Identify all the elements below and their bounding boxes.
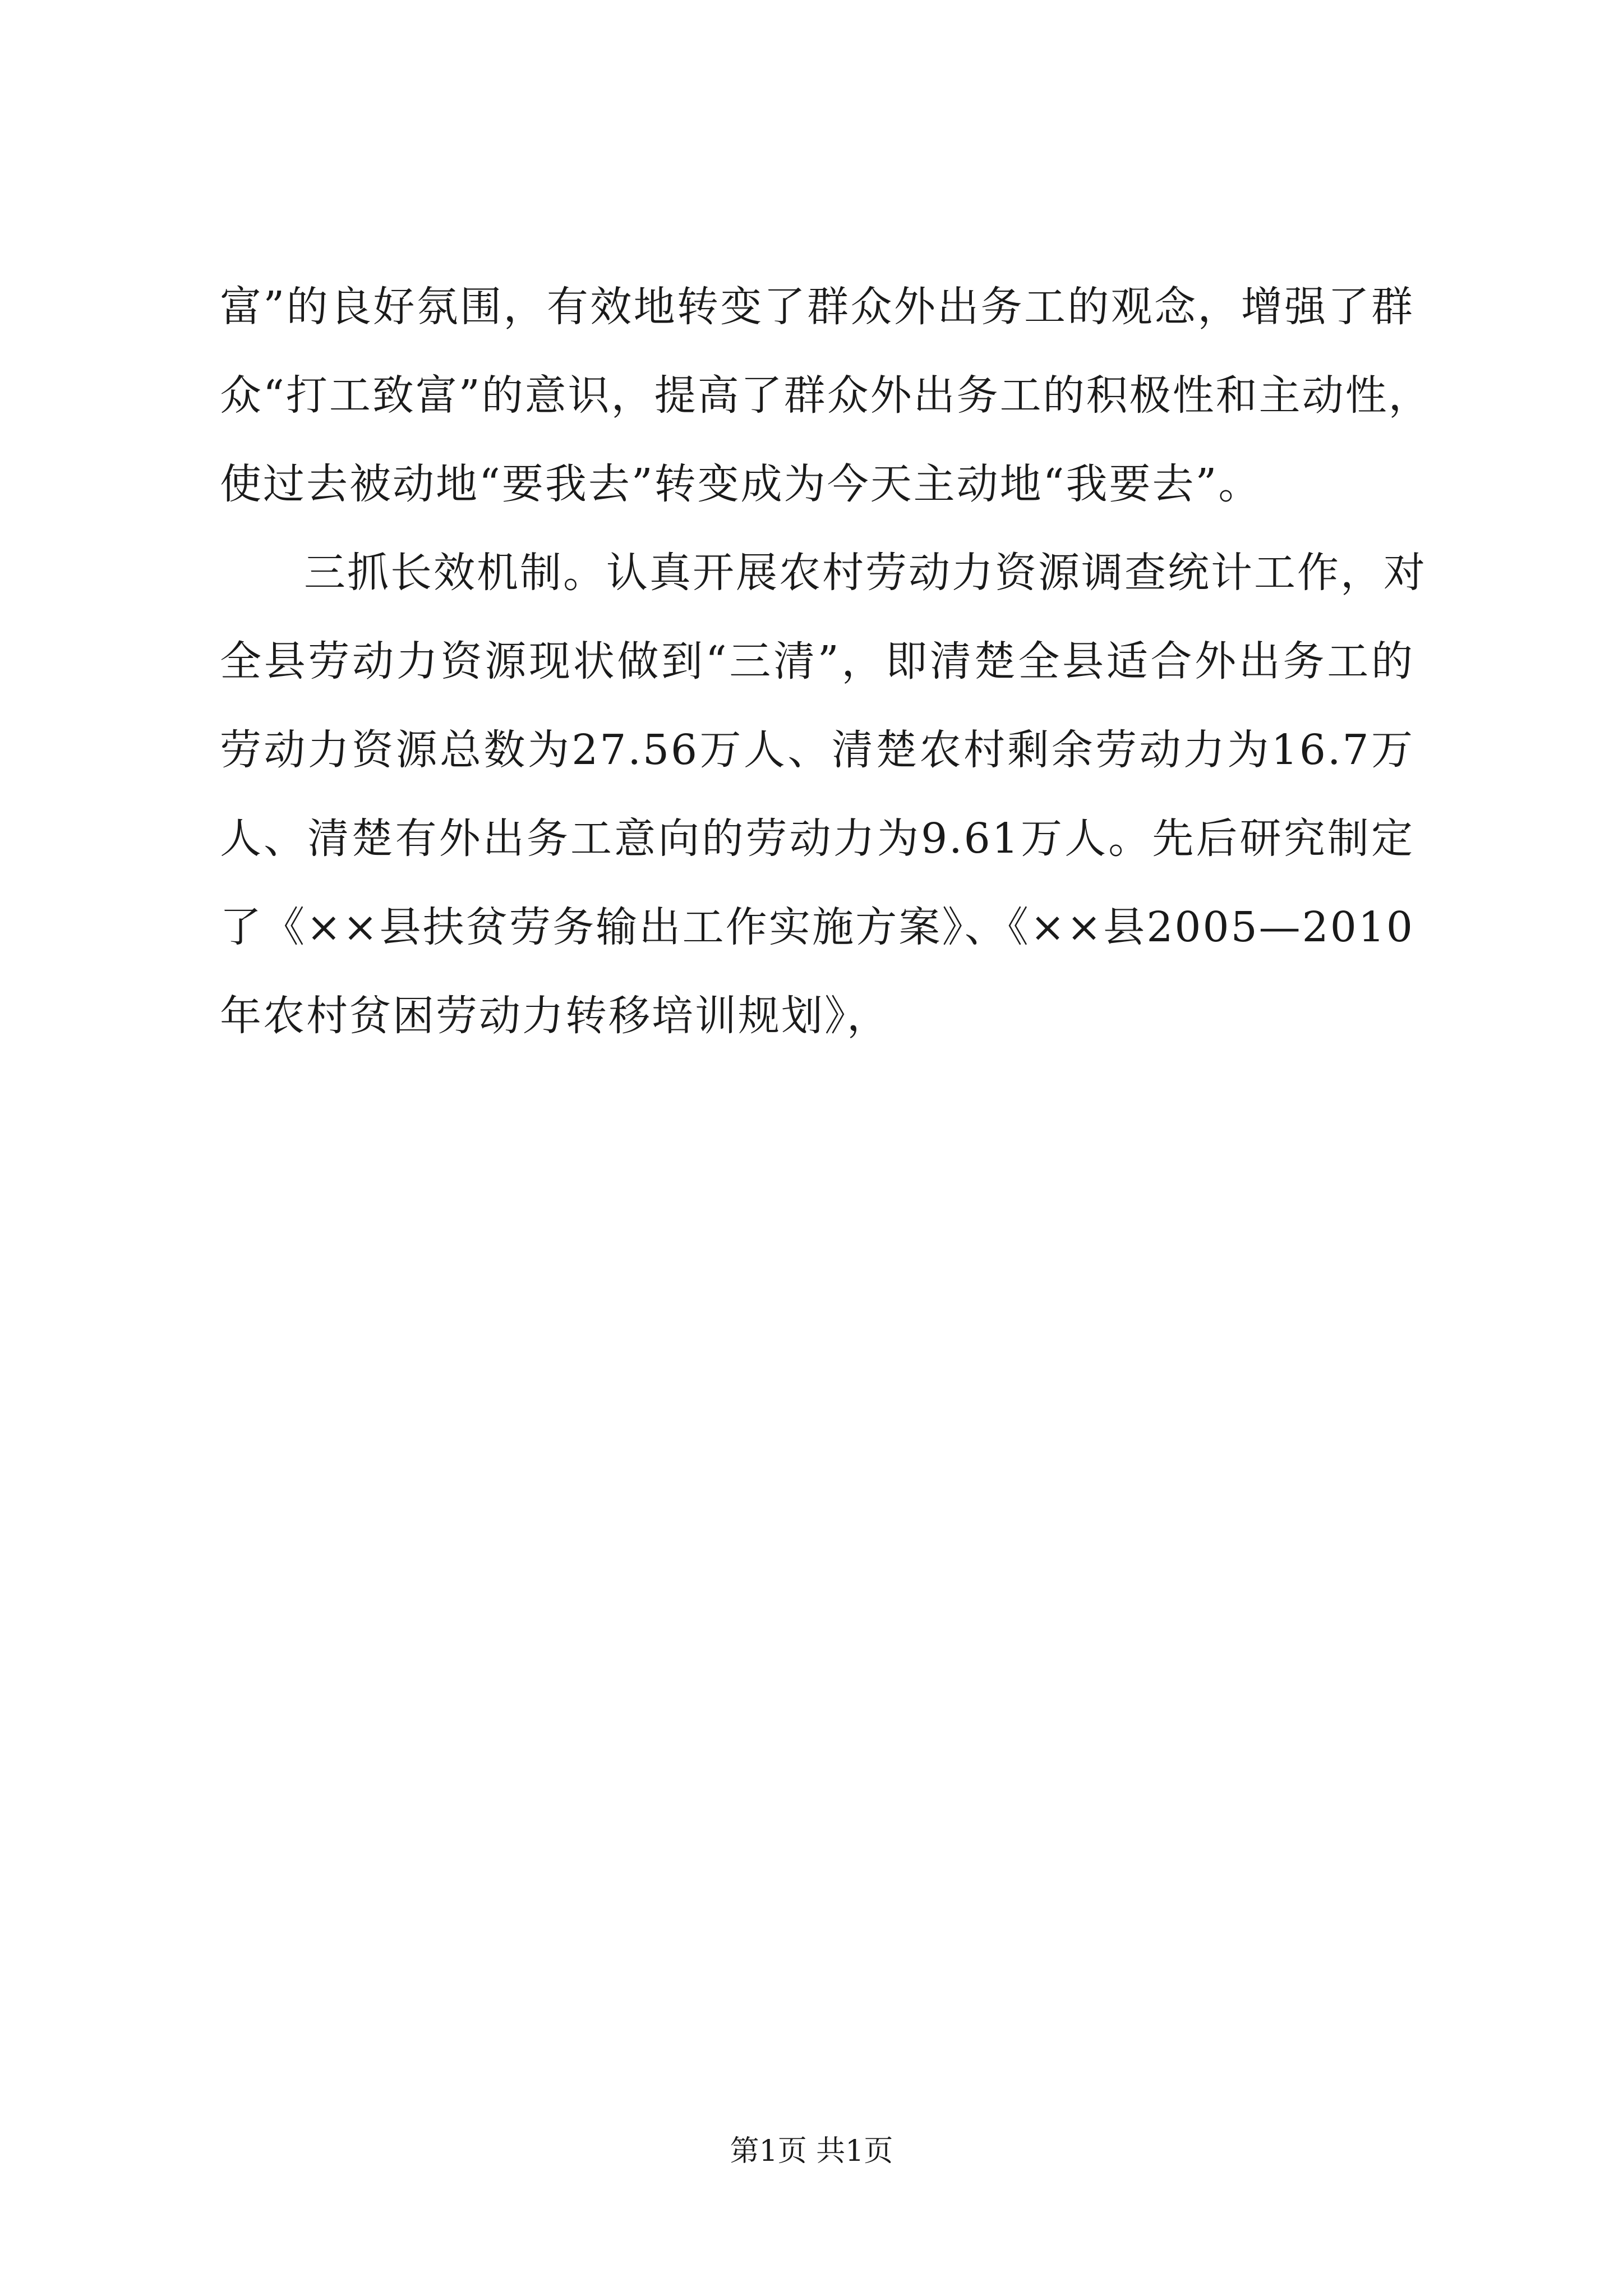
text-line: 使过去被动地“要我去”转变成为今天主动地“我要去”。 — [220, 460, 1262, 508]
text-line: 了《××县扶贫劳务输出工作实施方案》、《××县2005—2010 — [220, 903, 1414, 951]
text-line: 富”的良好氛围，有效地转变了群众外出务工的观念，增强了群 — [220, 283, 1414, 331]
document-body — [220, 263, 1432, 1060]
text-line: 全县劳动力资源现状做到“三清”，即清楚全县适合外出务工的 — [220, 637, 1414, 685]
text-line: 人、清楚有外出务工意向的劳动力为9.61万人。先后研究制定 — [220, 815, 1414, 863]
page-number-footer: 第1页 共1页 — [730, 2134, 893, 2168]
text-line: 年农村贫困劳动力转移培训规划》， — [220, 992, 890, 1040]
text-line: 劳动力资源总数为27.56万人、清楚农村剩余劳动力为16.7万 — [220, 726, 1414, 774]
text-line: 众“打工致富”的意识，提高了群众外出务工的积极性和主动性， — [220, 371, 1432, 420]
paragraph-first-line: 三抓长效机制。认真开展农村劳动力资源调查统计工作，对 — [304, 549, 1427, 597]
